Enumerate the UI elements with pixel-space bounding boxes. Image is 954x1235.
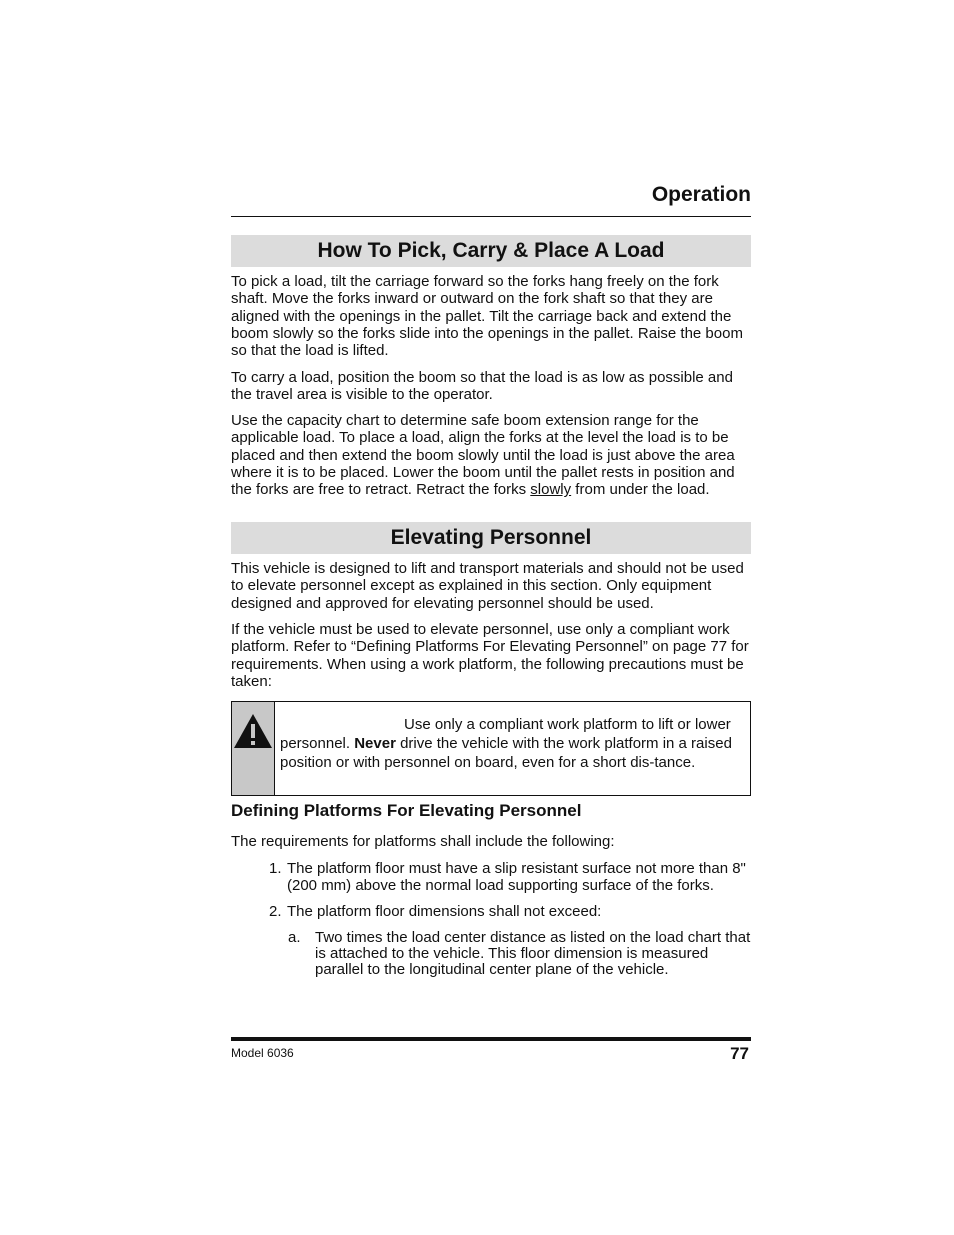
- elevating-intro-paragraph: This vehicle is designed to lift and transport materials and should not be used to elevate personnel except as explained in this section. Only equipment designed and approved for elevating personnel should be used.: [231, 560, 744, 612]
- list-item: [269, 903, 751, 920]
- work-platform-paragraph: If the vehicle must be used to elevate personnel, use only a compliant work platform. Refer to “Defining Platforms For Elevating Personnel” on page 77 for requirements. When using a work platform, the following precautions must be taken:: [231, 621, 749, 690]
- list-item-text: The platform floor must have a slip resistant surface not more than 8" (200 mm) above the normal load supporting surface of the forks.: [287, 860, 746, 894]
- page-number: 77: [730, 1044, 749, 1063]
- warning-icon-cell: [232, 702, 275, 795]
- footer-model: Model 6036: [231, 1046, 294, 1060]
- place-load-paragraph: [231, 412, 751, 498]
- place-load-text-b: from under the load.: [571, 481, 710, 499]
- list-item-text: The platform floor dimensions shall not exceed:: [287, 903, 602, 920]
- warning-never: Never: [354, 735, 396, 752]
- pick-load-paragraph: To pick a load, tilt the carriage forward so the forks hang freely on the fork shaft. Move the forks inward or outward on the fork shaft so that they are aligned with the openings in the pallet. Tilt the carriage back and extend the boom slowly so the forks slide into the openings in the pallet. Raise the boom so that the load is lifted.: [231, 273, 743, 360]
- warning-text: [275, 702, 750, 795]
- footer-rule: [231, 1037, 751, 1041]
- sub-list-item: [288, 930, 751, 978]
- section-title-pick-carry-place: How To Pick, Carry & Place A Load: [231, 235, 751, 267]
- place-load-text-a: Use the capacity chart to determine safe boom extension range for the applicable load. To place a load, align the forks at the level the load is to be placed and then extend the boom slowly until the load is just above the area where it is to be placed. Lower the boom until the pallet rests in position and the forks are free to retract. Retract the forks: [231, 412, 735, 499]
- slowly-underlined: slowly: [530, 481, 572, 499]
- running-section-title: Operation: [651, 183, 751, 206]
- header-rule: [231, 216, 751, 217]
- list-marker: 2.: [269, 903, 282, 920]
- warning-exclamation-icon: [232, 712, 274, 750]
- list-item: [269, 860, 751, 894]
- sub-list-marker: a.: [288, 929, 301, 946]
- section-title-elevating-personnel: Elevating Personnel: [231, 522, 751, 554]
- subsection-title: Defining Platforms For Elevating Personnel: [231, 801, 582, 820]
- requirements-intro: The requirements for platforms shall include the following:: [231, 833, 615, 850]
- list-marker: 1.: [269, 860, 282, 877]
- sub-list-item-text: Two times the load center distance as listed on the load chart that is attached to the vehicle. This floor dimension is measured parallel to the longitudinal center plane of the vehicle.: [315, 929, 751, 978]
- carry-load-paragraph: To carry a load, position the boom so that the load is as low as possible and the travel area is visible to the operator.: [231, 369, 733, 404]
- warning-text-b: drive the vehicle with the work platform in a raised position or with personnel on board, even for a short dis-tance.: [280, 735, 732, 771]
- warning-text-a: Use only a compliant work platform to lift or lower personnel.: [280, 716, 731, 752]
- warning-box: [231, 701, 751, 796]
